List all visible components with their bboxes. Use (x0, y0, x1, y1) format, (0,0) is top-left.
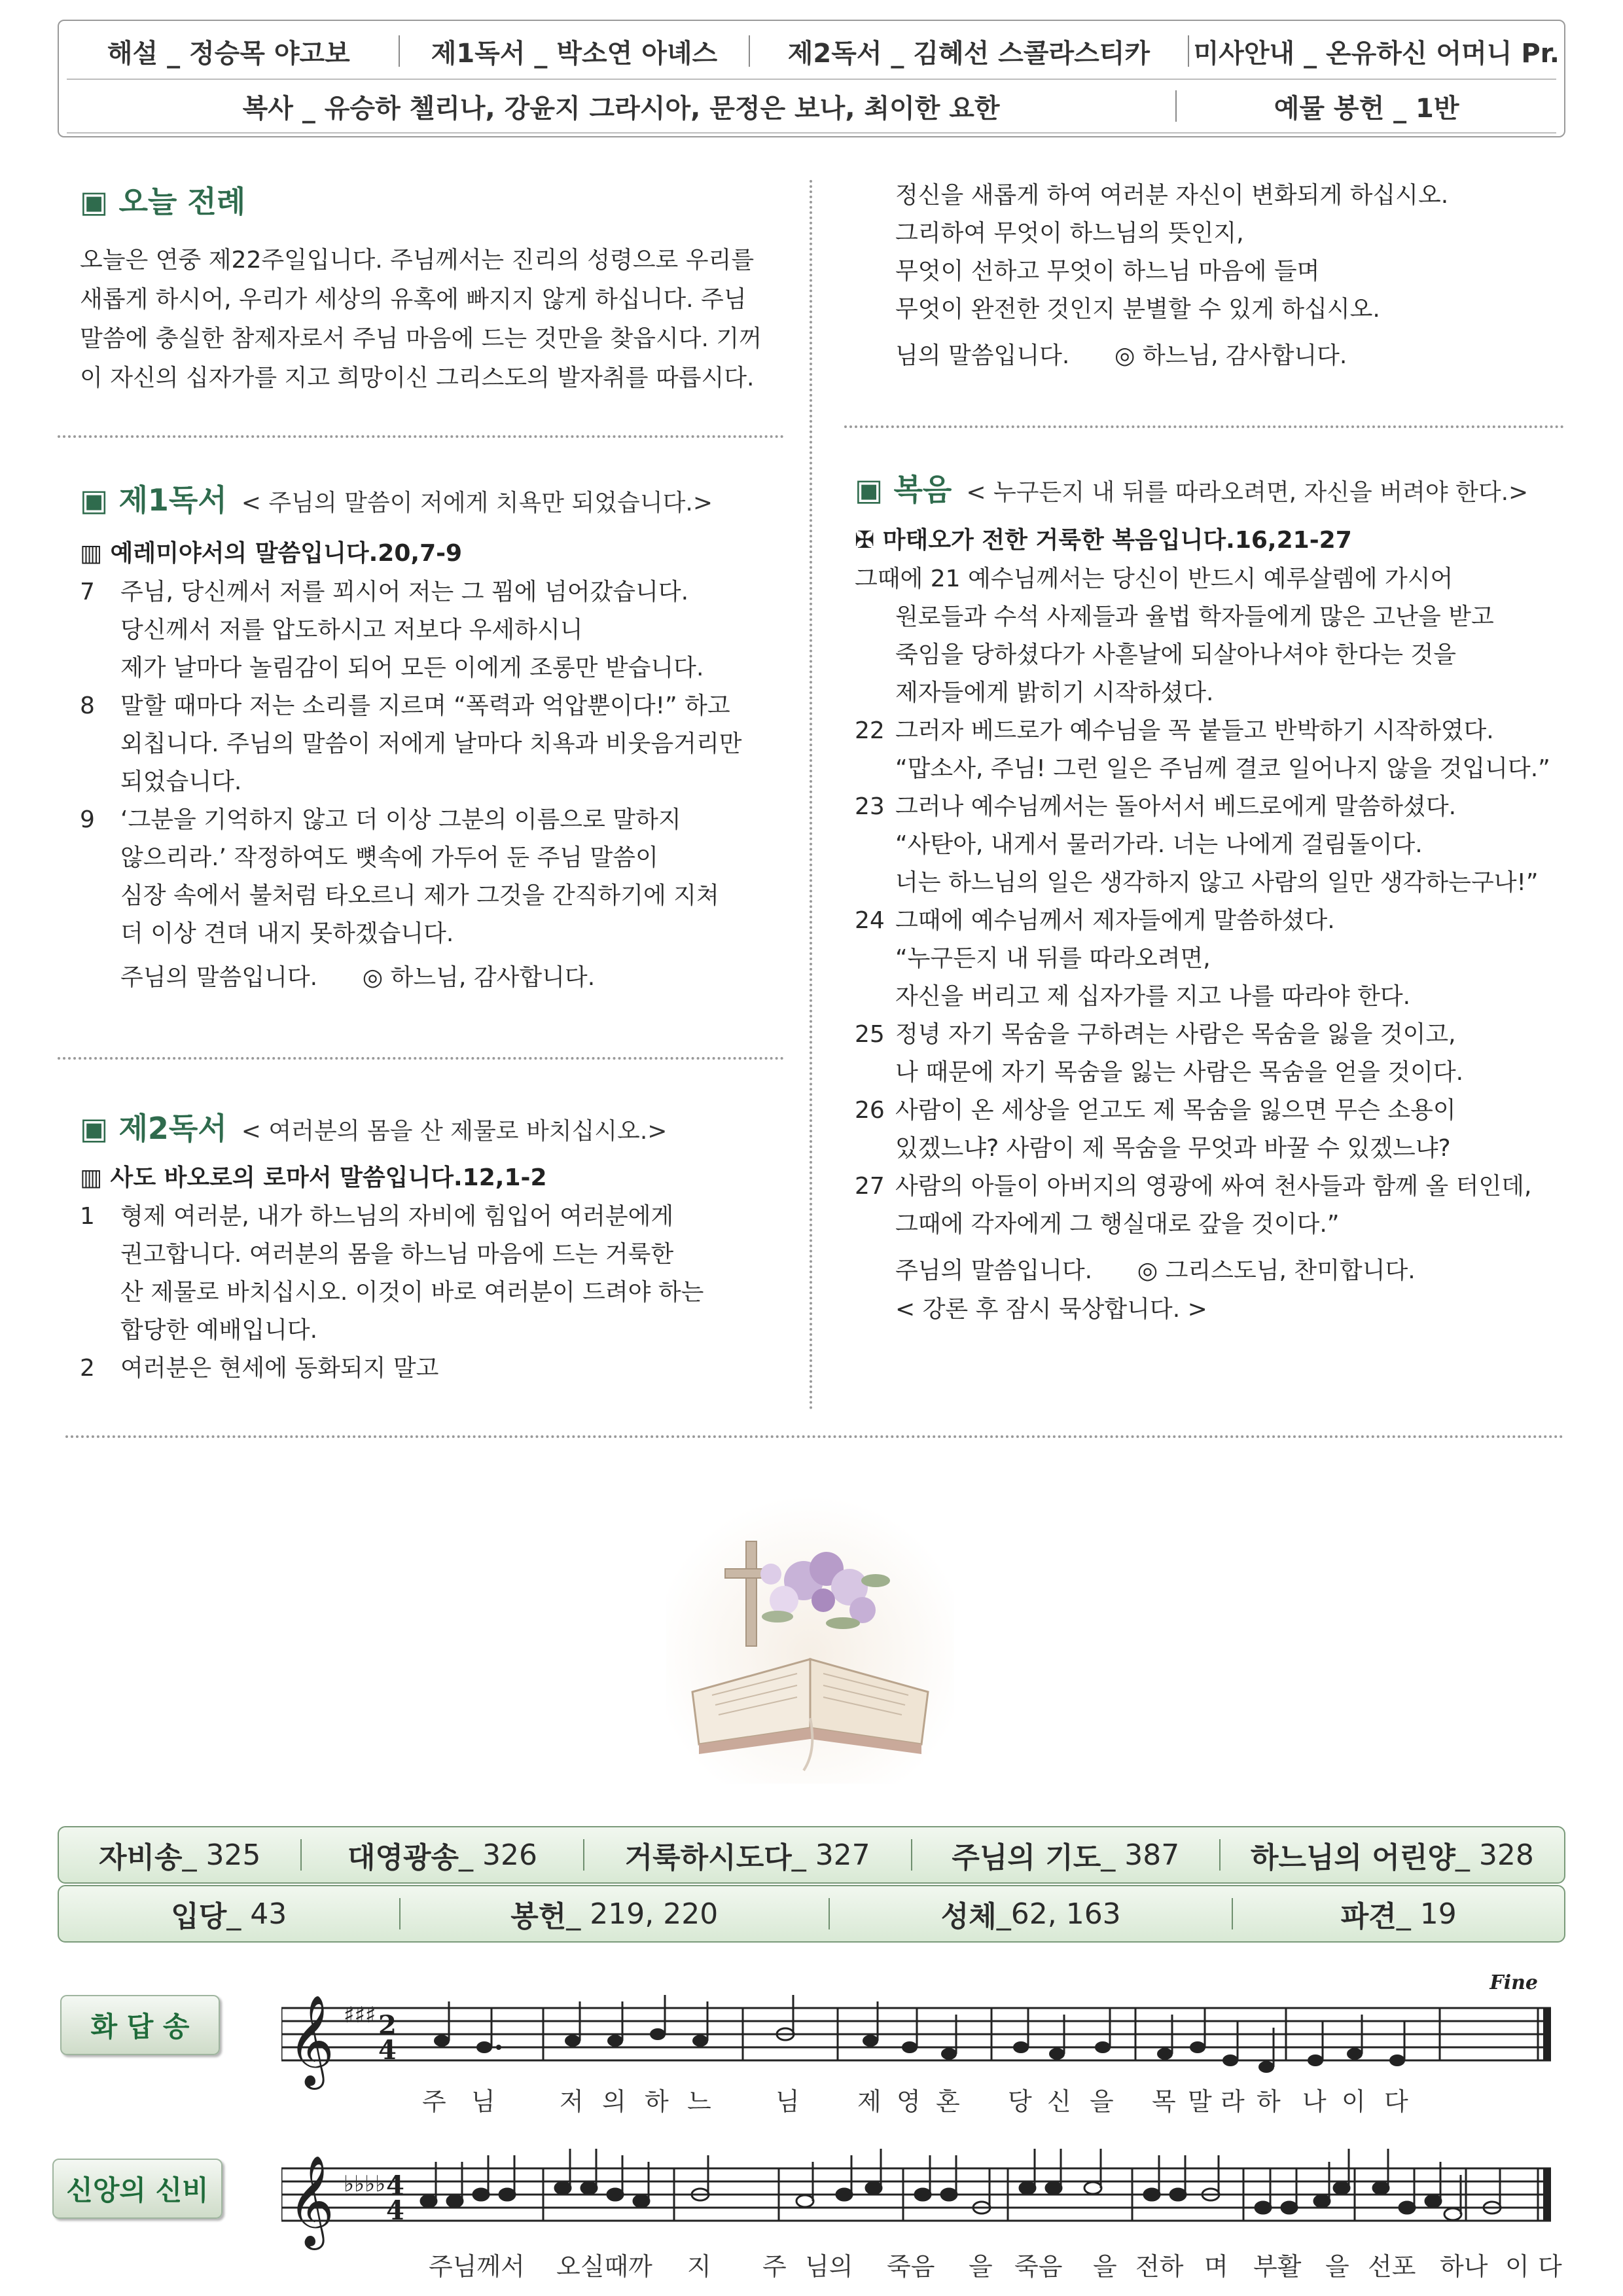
svg-text:2: 2 (378, 2010, 397, 2041)
verse-line: 너는 하느님의 일은 생각하지 않고 사람의 일만 생각하는구나!” (895, 869, 1539, 896)
verse: 1 형제 여러분, 내가 하느님의 자비에 힘입어 여러분에게 (80, 1203, 674, 1230)
psalm-label: 화 답 송 (60, 1995, 220, 2055)
verse: 7 주님, 당신께서 저를 꾀시어 저는 그 꾐에 넘어갔습니다. (80, 579, 689, 605)
hymn-gloria: 대영광송 _ 326 (302, 1839, 584, 1870)
section-title: ▣ 오늘 전례 (80, 184, 246, 219)
hymn-entrance: 입당 _ 43 (59, 1898, 401, 1929)
verse-line: 있겠느냐? 사람이 제 목숨을 무엇과 바꿀 수 있겠느냐? (895, 1135, 1451, 1162)
verse-line: 외칩니다. 주님의 말씀이 저에게 날마다 치욕과 비웃음거리만 (120, 730, 742, 757)
hymn-offertory: 봉헌 _ 219, 220 (401, 1898, 830, 1929)
psalm-lyrics: 주 님 저 의 하 느 님 제 영 혼 당 신 을 목 말 라 하 나 이 다 (422, 2087, 1408, 2116)
creed-label: 신앙의 신비 (52, 2159, 223, 2219)
hymn-kyrie: 자비송 _ 325 (59, 1839, 302, 1870)
verse: 27 사람의 아들이 아버지의 영광에 싸여 천사들과 함께 올 터인데, (855, 1173, 1532, 1200)
creed-staff (281, 2139, 1558, 2257)
minister-reading1: 제1독서 _ 박소연 아녜스 (400, 35, 751, 67)
svg-text:𝄞: 𝄞 (288, 2155, 334, 2246)
ministers-header (58, 20, 1565, 137)
verse-line: 산 제물로 바치십시오. 이것이 바로 여러분이 드려야 하는 (120, 1279, 704, 1306)
verse-line: 원로들과 수석 사제들과 율법 학자들에게 많은 고난을 받고 (895, 603, 1494, 630)
section-divider (65, 1435, 1564, 1438)
verse: 2 여러분은 현세에 동화되지 말고 (80, 1355, 439, 1382)
section-divider (844, 425, 1564, 428)
verse-line: 나 때문에 자기 목숨을 잃는 사람은 목숨을 얻을 것이다. (895, 1059, 1464, 1086)
verse-line: “맙소사, 주님! 그런 일은 주님께 결코 일어나지 않을 것입니다.” (895, 755, 1550, 782)
today-line: 이 자신의 십자가를 지고 희망이신 그리스도의 발자취를 따릅시다. (80, 365, 755, 391)
verse-line: 않으리라.’ 작정하여도 뼛속에 가두어 둔 주님 말씀이 (120, 844, 658, 871)
reading-response: 님의 말씀입니다. ◎ 하느님, 감사합니다. (895, 342, 1347, 369)
gospel-intro: 그때에 21 예수님께서는 당신이 반드시 예루살렘에 가시어 (855, 565, 1454, 592)
today-liturgy-section (80, 178, 793, 398)
verse-line: 심장 속에서 불처럼 타오르니 제가 그것을 간직하기에 지쳐 (120, 882, 719, 909)
homily-note: < 강론 후 잠시 묵상합니다. > (895, 1296, 1207, 1323)
verse-line: 제가 날마다 놀림감이 되어 모든 이에게 조롱만 받습니다. (120, 655, 704, 681)
minister-reading2: 제2독서 _ 김혜선 스콜라스티카 (750, 35, 1188, 67)
svg-text:4: 4 (386, 2170, 404, 2201)
today-line: 말씀에 충실한 참제자로서 주님 마음에 드는 것만을 찾읍시다. 기꺼 (80, 325, 762, 352)
section-title: ▣ 제1독서 (80, 482, 227, 518)
psalm-staff (281, 1969, 1558, 2100)
today-line: 새롭게 하시어, 우리가 세상의 유혹에 빠지지 않게 하십니다. 주님 (80, 286, 747, 313)
verse: 22 그러자 베드로가 예수님을 꼭 붙들고 반박하기 시작하였다. (855, 717, 1494, 744)
verse: 23 그러나 예수님께서는 돌아서서 베드로에게 말씀하셨다. (855, 793, 1457, 820)
verse-line: 당신께서 저를 압도하시고 저보다 우세하시니 (120, 617, 583, 643)
reading-source: ✠ 마태오가 전한 거룩한 복음입니다.16,21-27 (855, 527, 1352, 554)
creed-lyrics: 주님께서 오실때까 지 주 님의 죽음 을 죽음 을 전하 며 부활 을 선포 하나 이 다 (429, 2252, 1562, 2281)
section-divider (58, 1057, 784, 1060)
hymn-numbers-row-2 (58, 1885, 1565, 1943)
hymn-lords-prayer: 주님의 기도 _ 387 (912, 1839, 1221, 1870)
verse-line: 더 이상 견뎌 내지 못하겠습니다. (120, 920, 454, 947)
hymn-recessional: 파견 _ 19 (1340, 1897, 1457, 1933)
second-reading-section (80, 1105, 800, 1388)
verse-line: “누구든지 내 뒤를 따라오려면, (895, 945, 1211, 972)
reading-response: 주님의 말씀입니다. ◎ 하느님, 감사합니다. (120, 964, 596, 991)
verse-line: 무엇이 선하고 무엇이 하느님 마음에 들며 (895, 258, 1320, 285)
verse-line: 권고합니다. 여러분의 몸을 하느님 마음에 드는 거룩한 (120, 1241, 674, 1268)
minister-guide: 미사안내 _ 온유하신 어머니 Pr. (1193, 38, 1560, 69)
reading-response: 주님의 말씀입니다. ◎ 그리스도님, 찬미합니다. (895, 1257, 1416, 1284)
gospel-section (855, 466, 1575, 1329)
svg-text:𝄞: 𝄞 (288, 1995, 334, 2086)
verse: 8 말할 때마다 저는 소리를 지르며 “폭력과 억압뿐이다!” 하고 (80, 692, 730, 719)
svg-text:4: 4 (386, 2195, 404, 2226)
minister-servers: 복사 _ 유승하 첼리나, 강윤지 그라시아, 문정은 보나, 최이한 요한 (67, 90, 1177, 122)
section-subtitle: < 여러분의 몸을 산 제물로 바치십시오.> (241, 1118, 668, 1145)
hymn-sanctus: 거룩하시도다 _ 327 (584, 1839, 912, 1870)
verse-line: 자신을 버리고 제 십자가를 지고 나를 따라야 한다. (895, 983, 1411, 1010)
today-line: 오늘은 연중 제22주일입니다. 주님께서는 진리의 성령으로 우리를 (80, 247, 755, 274)
bible-cross-flowers-illustration (666, 1496, 954, 1784)
section-subtitle: < 누구든지 내 뒤를 따라오려면, 자신을 버려야 한다.> (966, 479, 1529, 506)
column-divider (810, 180, 812, 1410)
section-title: ▣ 복음 (855, 472, 952, 507)
verse: 24 그때에 예수님께서 제자들에게 말씀하셨다. (855, 907, 1335, 934)
svg-text:4: 4 (378, 2035, 397, 2066)
section-divider (58, 435, 784, 438)
verse-line: 무엇이 완전한 것인지 분별할 수 있게 하십시오. (895, 296, 1380, 323)
verse-line: 합당한 예배입니다. (120, 1317, 318, 1344)
hymn-agnus-dei: 하느님의 어린양 _ 328 (1251, 1838, 1534, 1874)
hymn-communion: 성체 _62, 163 (830, 1898, 1233, 1929)
first-reading-section (80, 476, 800, 997)
ministers-row-1 (59, 25, 1564, 77)
verse-line: 되었습니다. (120, 768, 242, 795)
verse-line: 죽임을 당하셨다가 사흗날에 되살아나셔야 한다는 것을 (895, 641, 1457, 668)
verse-line: 제자들에게 밝히기 시작하셨다. (895, 679, 1214, 706)
svg-text:♭♭♭♭: ♭♭♭♭ (344, 2171, 386, 2197)
second-reading-continued (855, 177, 1568, 376)
verse: 26 사람이 온 세상을 얻고도 제 목숨을 잃으면 무슨 소용이 (855, 1097, 1456, 1124)
verse-line: “사탄아, 내게서 물러가라. 너는 나에게 걸림돌이다. (895, 831, 1423, 858)
svg-text:♯♯♯: ♯♯♯ (344, 2002, 376, 2028)
verse-line: 그때에 각자에게 그 행실대로 갚을 것이다.” (895, 1211, 1340, 1238)
hymn-numbers-row-1 (58, 1826, 1565, 1884)
verse: 9 ‘그분을 기억하지 않고 더 이상 그분의 이름으로 말하지 (80, 806, 681, 833)
verse-line: 정신을 새롭게 하여 여러분 자신이 변화되게 하십시오. (895, 182, 1449, 209)
verse-line: 그리하여 무엇이 하느님의 뜻인지, (895, 220, 1244, 247)
reading-source: ▥ 예레미야서의 말씀입니다.20,7-9 (80, 540, 463, 567)
section-subtitle: < 주님의 말씀이 저에게 치욕만 되었습니다.> (241, 490, 713, 516)
minister-commentator: 해설 _ 정승목 야고보 (59, 35, 400, 67)
fine-marking: Fine (1489, 1971, 1538, 1994)
ministers-row-2 (67, 79, 1556, 134)
minister-offering: 예물 봉헌 _ 1반 (1274, 93, 1459, 124)
section-title: ▣ 제2독서 (80, 1111, 227, 1146)
verse: 25 정녕 자기 목숨을 구하려는 사람은 목숨을 잃을 것이고, (855, 1021, 1456, 1048)
reading-source: ▥ 사도 바오로의 로마서 말씀입니다.12,1-2 (80, 1164, 547, 1191)
